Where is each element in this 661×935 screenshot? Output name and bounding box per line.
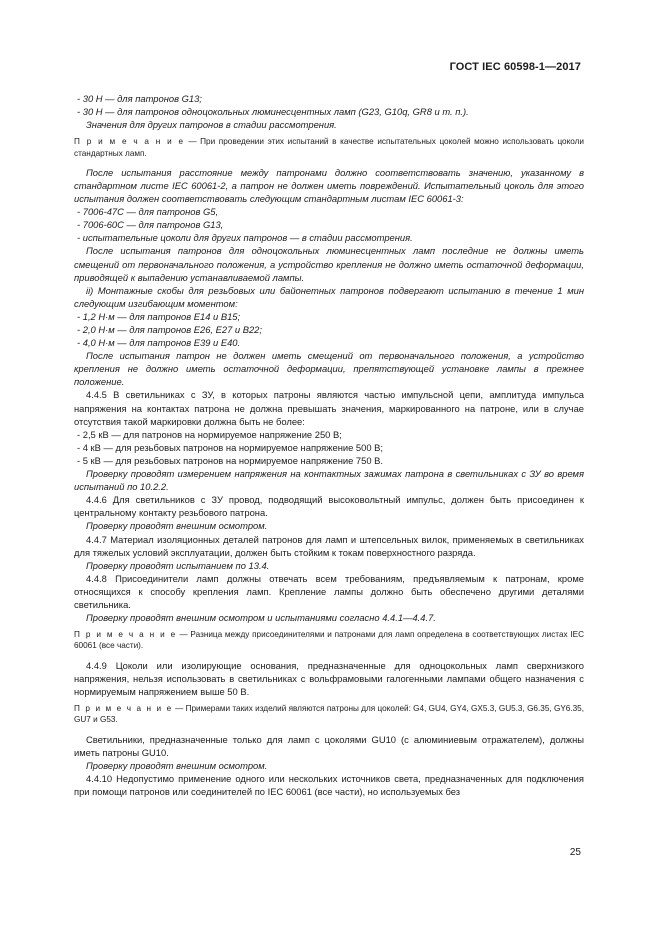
list-item: - 7006-47С — для патронов G5, [77, 206, 219, 218]
note-text: — Разница между присоединителями и патронами для ламп определена в соответствующих листах IEC 60061 (все части). [74, 630, 584, 651]
paragraph: Проверку проводят внешним осмотром и испытаниями согласно 4.4.1—4.4.7. [86, 612, 436, 624]
list-item: - 30 Н — для патронов одноцокольных люминесцентных ламп (G23, G10q, GR8 и т. п.). [77, 106, 469, 118]
list-item: - 2,0 Н·м — для патронов Е26, Е27 и В22; [77, 324, 263, 335]
paragraph: После испытания патрон не должен иметь смещений от первоначального положения, а устройство крепления не должно иметь остаточной деформации, препятствующей установке лампы в прежнее положение. [74, 350, 584, 388]
page-number: 25 [569, 847, 581, 858]
note-label: П р и м е ч а н и е [74, 137, 185, 147]
clause-4-4-8: 4.4.8 Присоединители ламп должны отвечать всем требованиям, предъявляемым к патронам, кроме относящихся к способу крепления ламп. Крепление лампы должно быть обеспечено другими деталями светильника. [74, 572, 584, 610]
note [74, 136, 584, 159]
paragraph: Проверку проводят внешним осмотром. [86, 520, 268, 532]
note-text: — Примерами таких изделий являются патроны для цоколей: G4, GU4, GY4, GX5.3, GU5.3, G6.35, GY6.35, GU7 и G53. [74, 704, 584, 725]
list-item: - 4 кВ — для резьбовых патронов на нормируемое напряжение 500 В; [77, 441, 384, 453]
list-item: - 5 кВ — для резьбовых патронов на нормируемое напряжение 750 В. [77, 454, 384, 466]
paragraph: Светильники, предназначенные только для ламп с цоколями GU10 (с алюминиевым отражателем), должны иметь патроны GU10. [74, 733, 584, 758]
list-item: - 30 Н — для патронов G13; [77, 93, 202, 104]
note-label: П р и м е ч а н и е [74, 630, 177, 640]
paragraph: Проверку проводят внешним осмотром. [86, 759, 268, 771]
list-item: - 1,2 Н·м — для патронов Е14 и В15; [77, 310, 241, 322]
document-standard-id: ГОСТ IEC 60598-1—2017 [449, 61, 581, 73]
clause-4-4-6: 4.4.6 Для светильников с ЗУ провод, подводящий высоковольтный импульс, должен быть присоединен к центральному контакту резьбового патрона. [74, 494, 584, 519]
clause-4-4-10: 4.4.10 Недопустимо применение одного или нескольких источников света, предназначенных для подключения при помощи патронов или соединителей по IEC 60061 (все части), но используемых без [74, 772, 584, 797]
list-item: - 7006-60С — для патронов G13, [77, 219, 224, 231]
note [74, 703, 584, 726]
paragraph: ii) Монтажные скобы для резьбовых или байонетных патронов подвергают испытанию в течение 1 мин следующим изгибающим моментом: [74, 284, 584, 309]
paragraph: После испытания расстояние между патронами должно соответствовать значению, указанному в стандартном листе IEC 60061-2, а патрон не должен иметь повреждений. Испытательный цоколь для этого испытания должен соответствовать следующим стандартным листам IEC 60061-3: [74, 166, 584, 205]
list-item: - 4,0 Н·м — для патронов Е39 и Е40. [77, 337, 241, 349]
clause-4-4-5: 4.4.5 В светильниках с ЗУ, в которых патроны являются частью импульсной цепи, амплитуда импульса напряжения на контактах патрона не должна превышать значения, маркированного на патроне, или в случае отсутствия такой маркировки должна быть не более: [74, 389, 584, 427]
paragraph: Значения для других патронов в стадии рассмотрения. [86, 119, 337, 131]
paragraph: Проверку проводят испытанием по 13.4. [86, 559, 270, 571]
clause-4-4-9: 4.4.9 Цоколи или изолирующие основания, предназначенные для одноцокольных ламп сверхнизкого напряжения, нельзя использовать в светильниках с вольфрамовыми галогенными лампами общего назначения с нормируемым напряжением выше 50 В. [74, 659, 584, 697]
note [74, 629, 584, 652]
list-item: - испытательные цоколи для других патронов — в стадии рассмотрения. [77, 232, 413, 244]
list-item: - 2,5 кВ — для патронов на нормируемое напряжение 250 В; [77, 428, 342, 440]
note-text: — При проведении этих испытаний в качестве испытательных цоколей можно использовать цоколи стандартных ламп. [74, 137, 584, 158]
note-label: П р и м е ч а н и е [74, 704, 173, 714]
paragraph: После испытания патронов для одноцокольных люминесцентных ламп последние не должны иметь смещений от первоначального положения, а устройство крепления не должно иметь остаточной деформации, приводящей к выпадению устанавливаемой лампы. [74, 245, 584, 283]
clause-4-4-7: 4.4.7 Материал изоляционных деталей патронов для ламп и штепсельных вилок, применяемых в светильниках для тяжелых условий эксплуатации, должен быть стойким к токам поверхностного разряда. [74, 533, 584, 558]
paragraph: Проверку проводят измерением напряжения на контактных зажимах патрона в светильниках с ЗУ во время испытаний по 10.2.2. [74, 468, 584, 493]
page-body [74, 92, 584, 798]
